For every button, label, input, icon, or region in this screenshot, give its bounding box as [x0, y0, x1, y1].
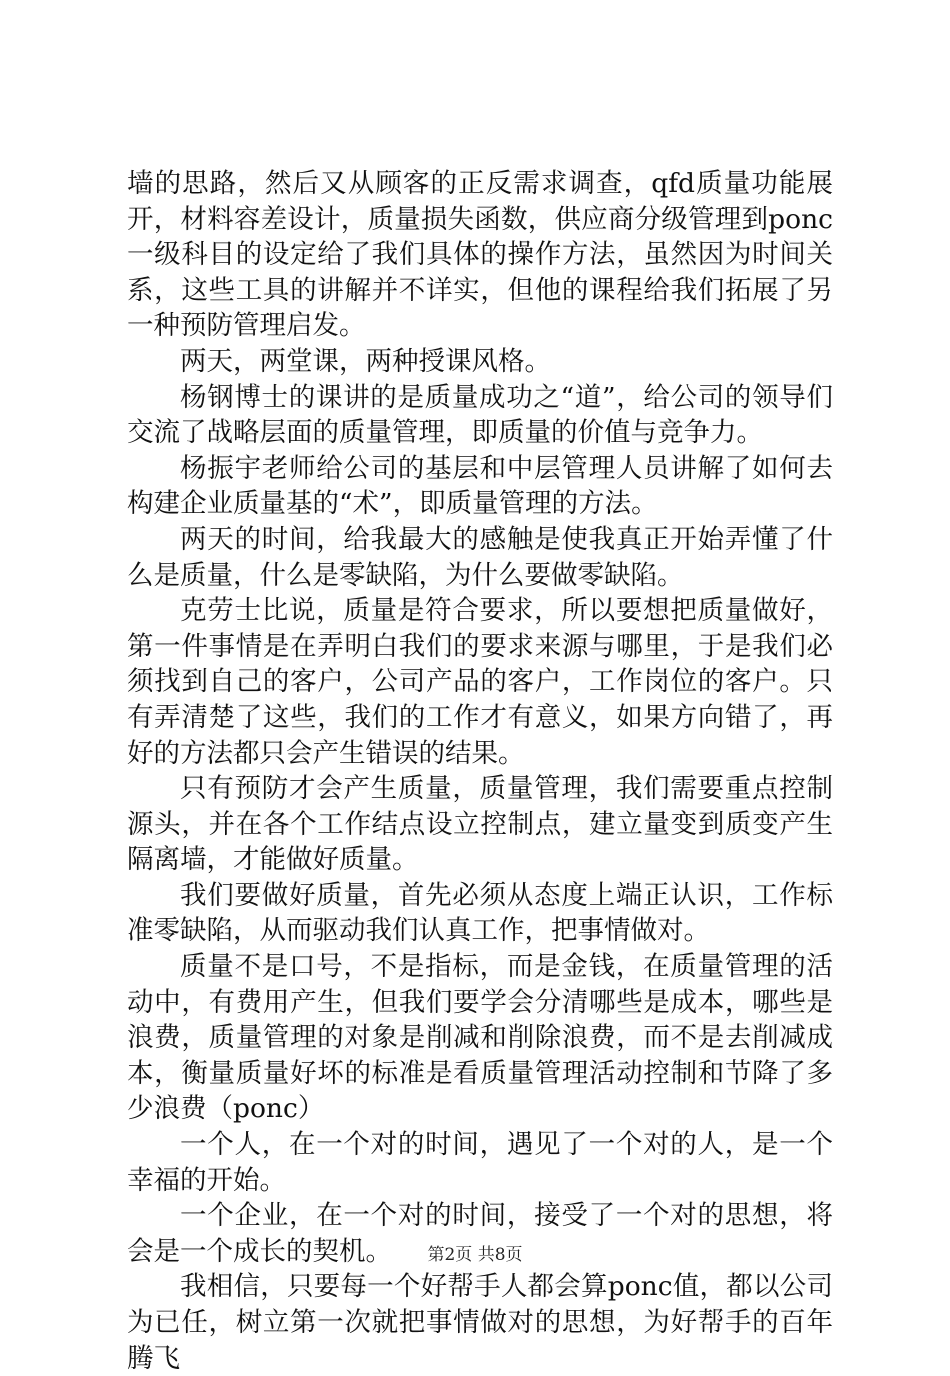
- paragraph-4: 杨振宇老师给公司的基层和中层管理人员讲解了如何去构建企业质量基的“术”，即质量管理的方法。: [127, 452, 833, 520]
- paragraph-2: 两天，两堂课，两种授课风格。: [180, 345, 551, 377]
- paragraph-12: 我相信，只要每一个好帮手人都会算ponc值，都以公司为已任，树立第一次就把事情做对的思想，为好帮手的百年腾飞: [127, 1271, 833, 1374]
- page-number-footer: 第2页 共8页: [427, 1245, 523, 1265]
- paragraph-1: 墙的思路，然后又从顾客的正反需求调查，qfd质量功能展开，材料容差设计，质量损失函数，供应商分级管理到ponc一级科目的设定给了我们具体的操作方法，虽然因为时间关系，这些工具的讲解并不详实，但他的课程给我们拓展了另一种预防管理启发。: [127, 168, 833, 342]
- paragraph-3: 杨钢博士的课讲的是质量成功之“道”，给公司的领导们交流了战略层面的质量管理，即质量的价值与竞争力。: [127, 381, 833, 449]
- paragraph-11: 一个企业，在一个对的时间，接受了一个对的思想，将会是一个成长的契机。: [127, 1200, 833, 1267]
- paragraph-5: 两天的时间，给我最大的感触是使我真正开始弄懂了什么是质量，什么是零缺陷，为什么要做零缺陷。: [127, 523, 833, 591]
- paragraph-6: 克劳士比说，质量是符合要求，所以要想把质量做好，第一件事情是在弄明白我们的要求来源与哪里，于是我们必须找到自己的客户，公司产品的客户，工作岗位的客户。只有弄清楚了这些，我们的工作才有意义，如果方向错了，再好的方法都只会产生错误的结果。: [127, 595, 833, 769]
- paragraph-9: 质量不是口号，不是指标，而是金钱，在质量管理的活动中，有费用产生，但我们要学会分清哪些是成本，哪些是浪费，质量管理的对象是削减和削除浪费，而不是去削减成本，衡量质量好坏的标准是看质量管理活动控制和节降了多少浪费（ponc）: [127, 951, 833, 1125]
- paragraph-10: 一个人，在一个对的时间，遇见了一个对的人，是一个幸福的开始。: [127, 1129, 833, 1196]
- document-body: [127, 166, 833, 1376]
- paragraph-7: 只有预防才会产生质量，质量管理，我们需要重点控制源头，并在各个工作结点设立控制点，建立量变到质变产生隔离墙，才能做好质量。: [127, 773, 833, 876]
- paragraph-8: 我们要做好质量，首先必须从态度上端正认识，工作标准零缺陷，从而驱动我们认真工作，把事情做对。: [127, 879, 833, 947]
